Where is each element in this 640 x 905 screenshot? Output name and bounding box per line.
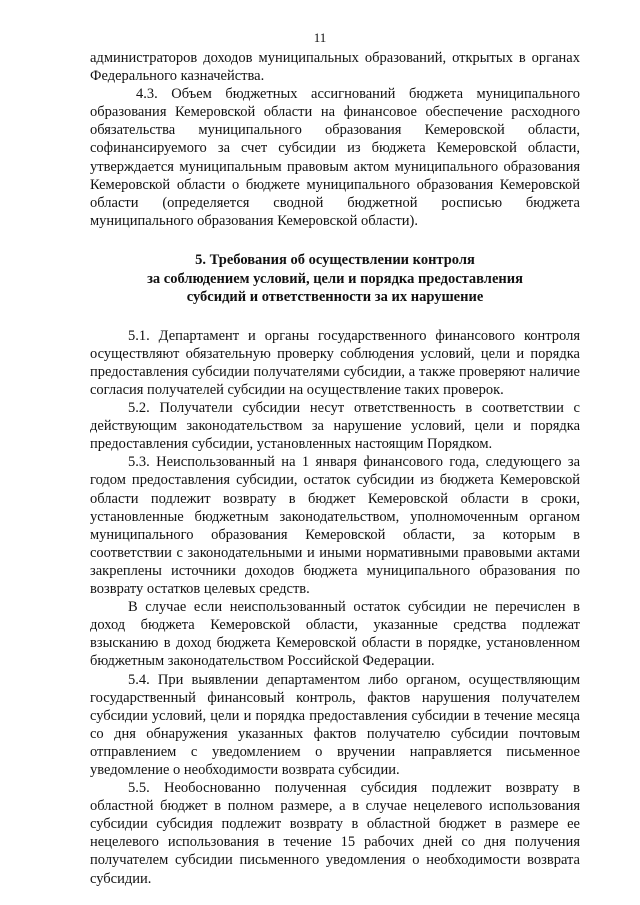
paragraph-5-4: 5.4. При выявлении департаментом либо органом, осуществляющим государственный финансовый контроль, фактов нарушения получателем субсидии условий, цели и порядка предоставления субсидии в течение месяца со дня обнаружения указанных фактов получателю субсидии почтовым отправлением с уведомлением о вручении направляется письменное уведомление о необходимости возврата субсидии. xyxy=(90,671,580,778)
section-heading-line-2: за соблюдением условий, цели и порядка предоставления xyxy=(147,270,523,287)
section-heading-line-3: субсидий и ответственности за их нарушение xyxy=(186,289,484,306)
section-5-heading xyxy=(90,251,580,307)
paragraph-continuation: администраторов доходов муниципальных образований, открытых в органах Федерального казначейства. xyxy=(90,50,580,85)
document-body xyxy=(90,49,580,888)
paragraph-4-3: 4.3. Объем бюджетных ассигнований бюджета муниципального образования Кемеровской области на финансовое обеспечение расходного обязательства муниципального образования Кемеровской области, софинансируемого за счет субсидии из бюджета Кемеровской области, утверждается муниципальным правовым актом муниципального образования Кемеровской области о бюджете муниципального образования Кемеровской области (определяется сводной бюджетной росписью бюджета муниципального образования Кемеровской области). xyxy=(90,86,580,229)
section-heading-line-1: 5. Требования об осуществлении контроля xyxy=(195,251,475,268)
paragraph-5-3-continuation: В случае если неиспользованный остаток субсидии не перечислен в доход бюджета Кемеровской области, указанные средства подлежат взысканию в доход бюджета Кемеровской области в порядке, установленном бюджетным законодательством Российской Федерации. xyxy=(90,599,580,670)
paragraph-5-3: 5.3. Неиспользованный на 1 января финансового года, следующего за годом предоставления субсидии, остаток субсидии из бюджета Кемеровской области подлежит возврату в бюджет Кемеровской области в сроки, установленные бюджетным законодательством, уполномоченным органом муниципального образования Кемеровской области, за которым в соответствии с законодательными и иными нормативными правовыми актами закреплены источники доходов бюджета муниципального образования по возврату остатков целевых средств. xyxy=(90,454,580,598)
paragraph-5-5: 5.5. Необоснованно полученная субсидия подлежит возврату в областной бюджет в полном размере, а в случае нецелевого использования субсидии субсидия подлежит возврату в областной бюджет в размере ее нецелевого использования в течение 15 рабочих дней со дня получения получателем субсидии письменного уведомления о необходимости возврата субсидии. xyxy=(90,780,580,887)
paragraph-5-1: 5.1. Департамент и органы государственного финансового контроля осуществляют обязательную проверку соблюдения условий, цели и порядка предоставления субсидии получателями субсидии, а также проверяют наличие согласия получателей субсидии на осуществление таких проверок. xyxy=(90,327,580,398)
paragraph-5-2: 5.2. Получатели субсидии несут ответственность в соответствии с действующим законодательством за нарушение условий, цели и порядка предоставления субсидии, установленных настоящим Порядком. xyxy=(90,400,580,453)
page-number: 11 xyxy=(313,30,327,45)
